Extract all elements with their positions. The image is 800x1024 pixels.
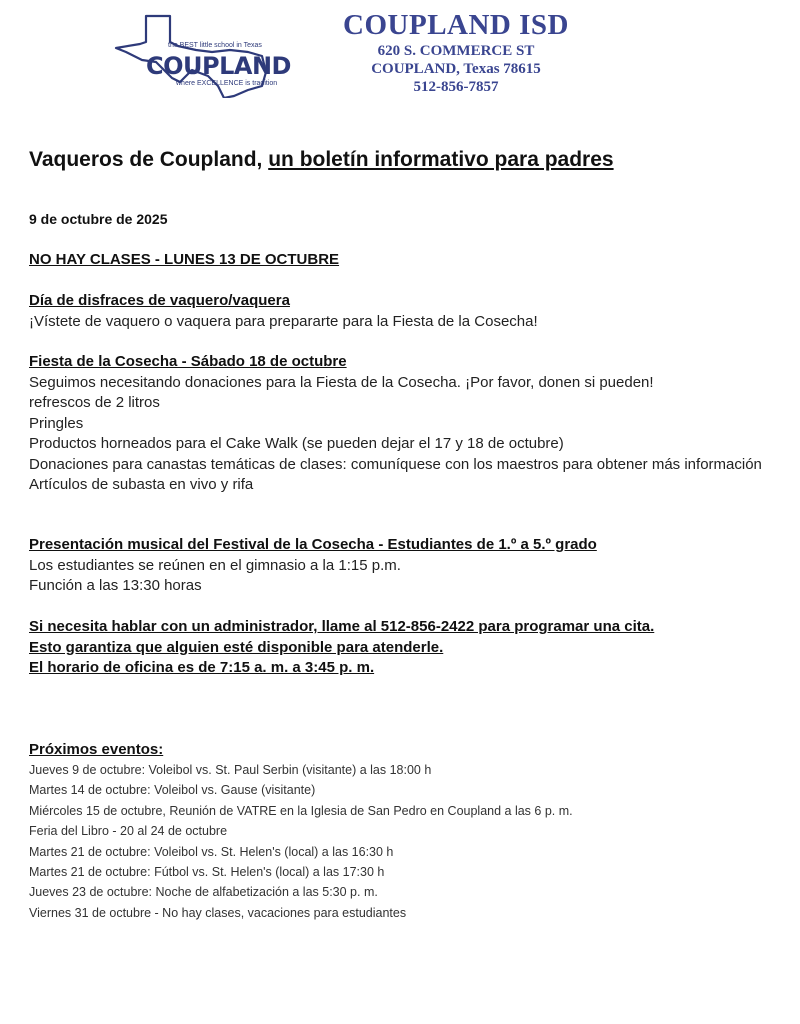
address-line-1: 620 S. COMMERCE ST <box>377 43 535 59</box>
event-item: Martes 21 de octubre: Voleibol vs. St. Helen's (local) a las 16:30 h <box>29 844 394 859</box>
costume-heading: Día de disfraces de vaquero/vaquera <box>29 292 290 309</box>
title-part-1: Vaqueros de Coupland, <box>29 148 269 171</box>
musical-line: Función a las 13:30 horas <box>29 577 202 594</box>
newsletter-title <box>29 148 614 172</box>
musical-section <box>29 535 789 597</box>
musical-heading: Presentación musical del Festival de la Cosecha - Estudiantes de 1.º a 5.º grado <box>29 536 597 553</box>
address-line-2: COUPLAND, Texas 78615 <box>371 61 541 77</box>
title-part-2: un boletín informativo para padres <box>268 148 614 171</box>
fiesta-line: Donaciones para canastas temáticas de clases: comuníquese con los maestros para obtener más información <box>29 455 762 473</box>
fiesta-line: Pringles <box>29 414 84 432</box>
fiesta-line: refrescos de 2 litros <box>29 394 160 411</box>
fiesta-section <box>29 352 789 496</box>
event-item: Feria del Libro - 20 al 24 de octubre <box>29 824 228 839</box>
admin-line-2: Esto garantiza que alguien esté disponible para atenderle. <box>29 638 444 656</box>
admin-contact-section <box>29 617 789 679</box>
event-item: Martes 14 de octubre: Voleibol vs. Gause (visitante) <box>29 783 316 798</box>
event-item: Jueves 9 de octubre: Voleibol vs. St. Paul Serbin (visitante) a las 18:00 h <box>29 763 432 777</box>
costume-section <box>29 291 789 332</box>
costume-text: ¡Vístete de vaquero o vaquera para prepararte para la Fiesta de la Cosecha! <box>29 312 538 330</box>
district-name: COUPLAND ISD <box>343 9 569 41</box>
logo-tagline-bottom: where EXCELLENCE is tradition <box>176 80 278 87</box>
musical-line: Los estudiantes se reúnen en el gimnasio a la 1:15 p.m. <box>29 556 401 574</box>
district-phone: 512-856-7857 <box>413 79 499 95</box>
upcoming-events-section <box>29 740 789 923</box>
logo-wordmark: COUPLAND <box>146 52 291 80</box>
event-item: Viernes 31 de octubre - No hay clases, vacaciones para estudiantes <box>29 905 407 920</box>
newsletter-date: 9 de octubre de 2025 <box>29 211 168 227</box>
no-classes-notice: NO HAY CLASES - LUNES 13 DE OCTUBRE <box>29 251 340 268</box>
event-item: Martes 21 de octubre: Fútbol vs. St. Helen's (local) a las 17:30 h <box>29 865 385 880</box>
district-header <box>300 8 612 96</box>
fiesta-line: Productos horneados para el Cake Walk (se pueden dejar el 17 y 18 de octubre) <box>29 435 564 452</box>
event-item: Jueves 23 de octubre: Noche de alfabetización a las 5:30 p. m. <box>29 885 378 900</box>
event-item: Miércoles 15 de octubre, Reunión de VATRE en la Iglesia de San Pedro en Coupland a las 6 p. m. <box>29 803 573 818</box>
fiesta-line: Seguimos necesitando donaciones para la Fiesta de la Cosecha. ¡Por favor, donen si pueden! <box>29 373 654 391</box>
admin-line-1: Si necesita hablar con un administrador, llame al 512-856-2422 para programar una cita. <box>29 618 655 635</box>
logo-tagline-top: the BEST little school in Texas <box>168 42 262 49</box>
fiesta-line: Artículos de subasta en vivo y rifa <box>29 476 254 493</box>
events-heading: Próximos eventos: <box>29 741 164 758</box>
fiesta-heading: Fiesta de la Cosecha - Sábado 18 de octubre <box>29 353 347 370</box>
admin-line-3: El horario de oficina es de 7:15 a. m. a 3:45 p. m. <box>29 659 375 676</box>
